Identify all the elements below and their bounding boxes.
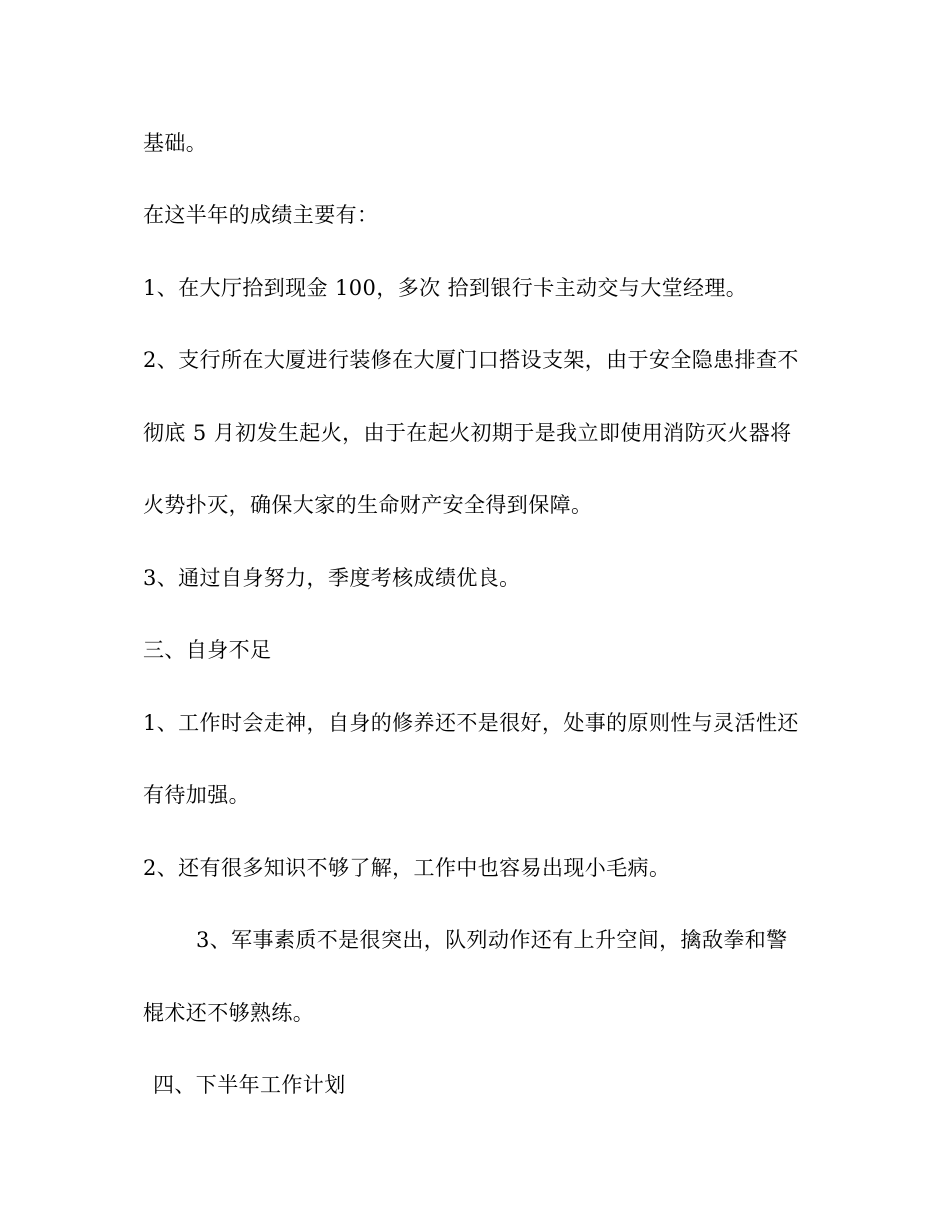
list-item-line: 2、支行所在大厦进行装修在大厦门口搭设支架，由于安全隐患排查不: [143, 348, 799, 372]
list-item-line: 棍术还不够熟练。: [143, 1001, 315, 1025]
paragraph-line: 在这半年的成绩主要有：: [143, 203, 379, 227]
list-item-line: 1、工作时会走神，自身的修养还不是很好，处事的原则性与灵活性还: [143, 711, 799, 735]
list-item-line: 火势扑灭，确保大家的生命财产安全得到保障。: [143, 493, 593, 517]
list-item-line: 有待加强。: [143, 783, 250, 807]
section-heading: 三、自身不足: [143, 638, 272, 662]
list-item-line: 3、军事素质不是很突出，队列动作还有上升空间，擒敌拳和警: [196, 928, 788, 952]
section-heading: 四、下半年工作计划: [153, 1073, 346, 1097]
list-item-line: 2、还有很多知识不够了解，工作中也容易出现小毛病。: [143, 856, 671, 880]
list-item-line: 3、通过自身努力，季度考核成绩优良。: [143, 566, 521, 590]
list-item-line: 1、在大厅拾到现金 100，多次 拾到银行卡主动交与大堂经理。: [143, 276, 748, 300]
list-item-line: 彻底 5 月初发生起火，由于在起火初期于是我立即使用消防灭火器将: [143, 421, 792, 445]
paragraph-line: 基础。: [143, 131, 208, 155]
